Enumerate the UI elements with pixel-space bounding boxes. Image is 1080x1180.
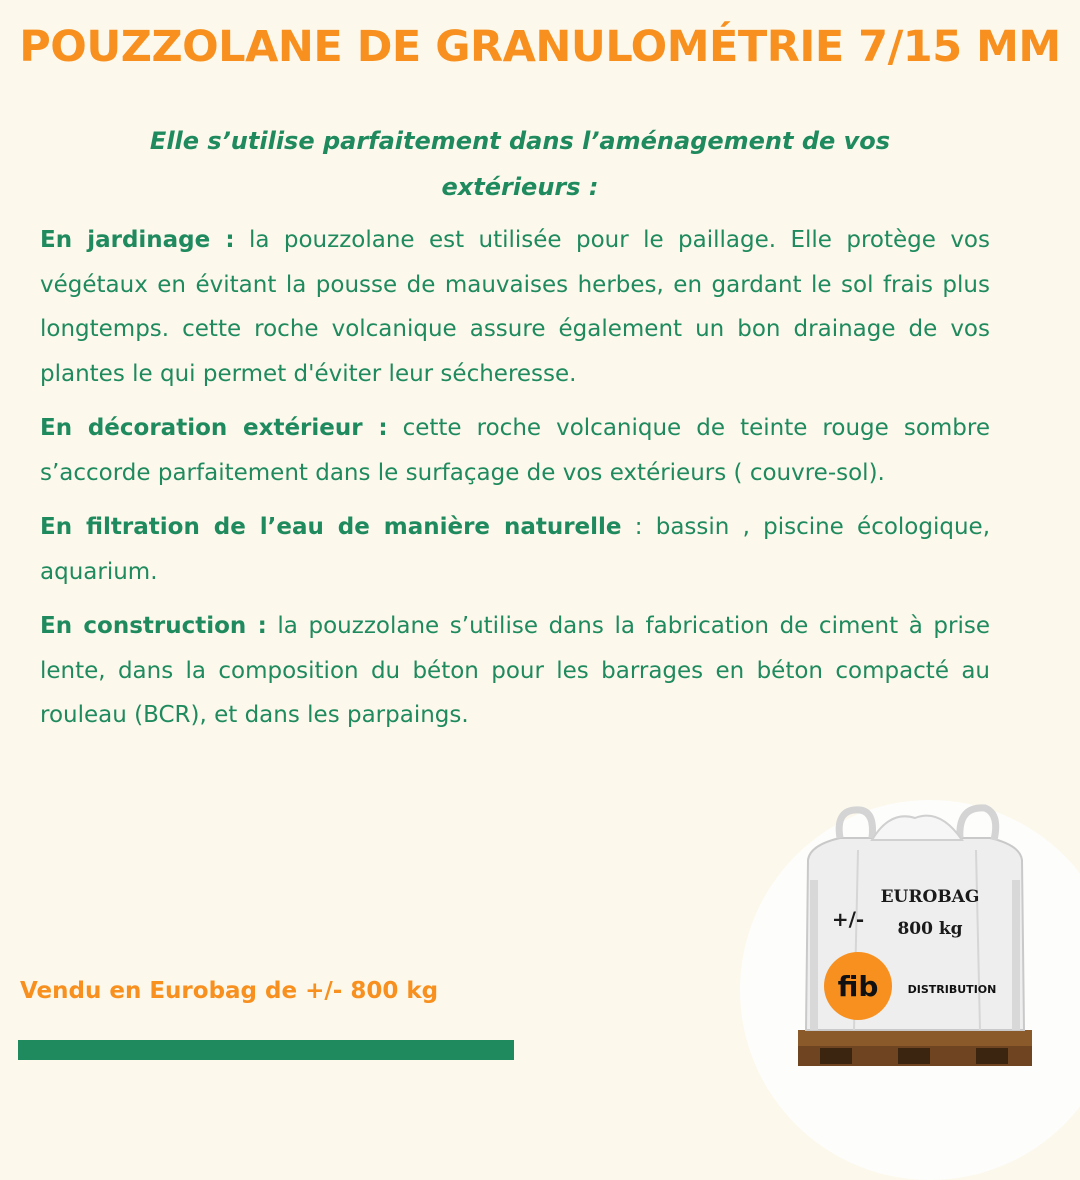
section-body: : bassin , piscine écologique, aquarium.: [40, 514, 991, 585]
sold-in-label: Vendu en Eurobag de +/- 800 kg: [20, 978, 439, 1004]
footer-accent-bar: [18, 1040, 514, 1060]
distributor-label: DISTRIBUTION: [907, 983, 997, 996]
bag-brand: EUROBAG: [880, 887, 980, 907]
section-heading: En décoration extérieur :: [40, 415, 388, 441]
page-title: POUZZOLANE DE GRANULOMÉTRIE 7/15 MM: [19, 22, 1061, 72]
usage-sections: [40, 218, 990, 748]
section-decoration: [40, 406, 990, 495]
section-body: la pouzzolane est utilisée pour le paillage. Elle protège vos végétaux en évitant la pousse de mauvaises herbes, en gardant le sol frais plus longtemps. cette roche volcanique assure également un bon drainage de vos plantes le qui permet d'éviter leur sécheresse.: [40, 227, 990, 387]
eurobag-illustration: [780, 790, 1050, 1080]
section-body: la pouzzolane s’utilise dans la fabrication de ciment à prise lente, dans la composition du béton pour les barrages en béton compacté au rouleau (BCR), et dans les parpaings.: [40, 613, 990, 728]
section-heading: En jardinage :: [40, 227, 235, 253]
section-heading: En filtration de l’eau de manière naturelle: [40, 514, 622, 540]
section-filtration: [40, 505, 990, 594]
section-heading: En construction :: [40, 613, 267, 639]
intro-text: Elle s’utilise parfaitement dans l’aménagement de vos extérieurs :: [149, 127, 891, 201]
section-body: cette roche volcanique de teinte rouge sombre s’accorde parfaitement dans le surfaçage de vos extérieurs ( couvre-sol).: [40, 415, 991, 486]
bag-approx: +/-: [831, 907, 865, 931]
section-jardinage: [40, 218, 990, 396]
bag-weight: 800 kg: [897, 919, 963, 939]
section-construction: [40, 604, 990, 738]
eurobag-image: [780, 790, 1050, 1080]
fib-logo-text: fib: [837, 970, 879, 1003]
